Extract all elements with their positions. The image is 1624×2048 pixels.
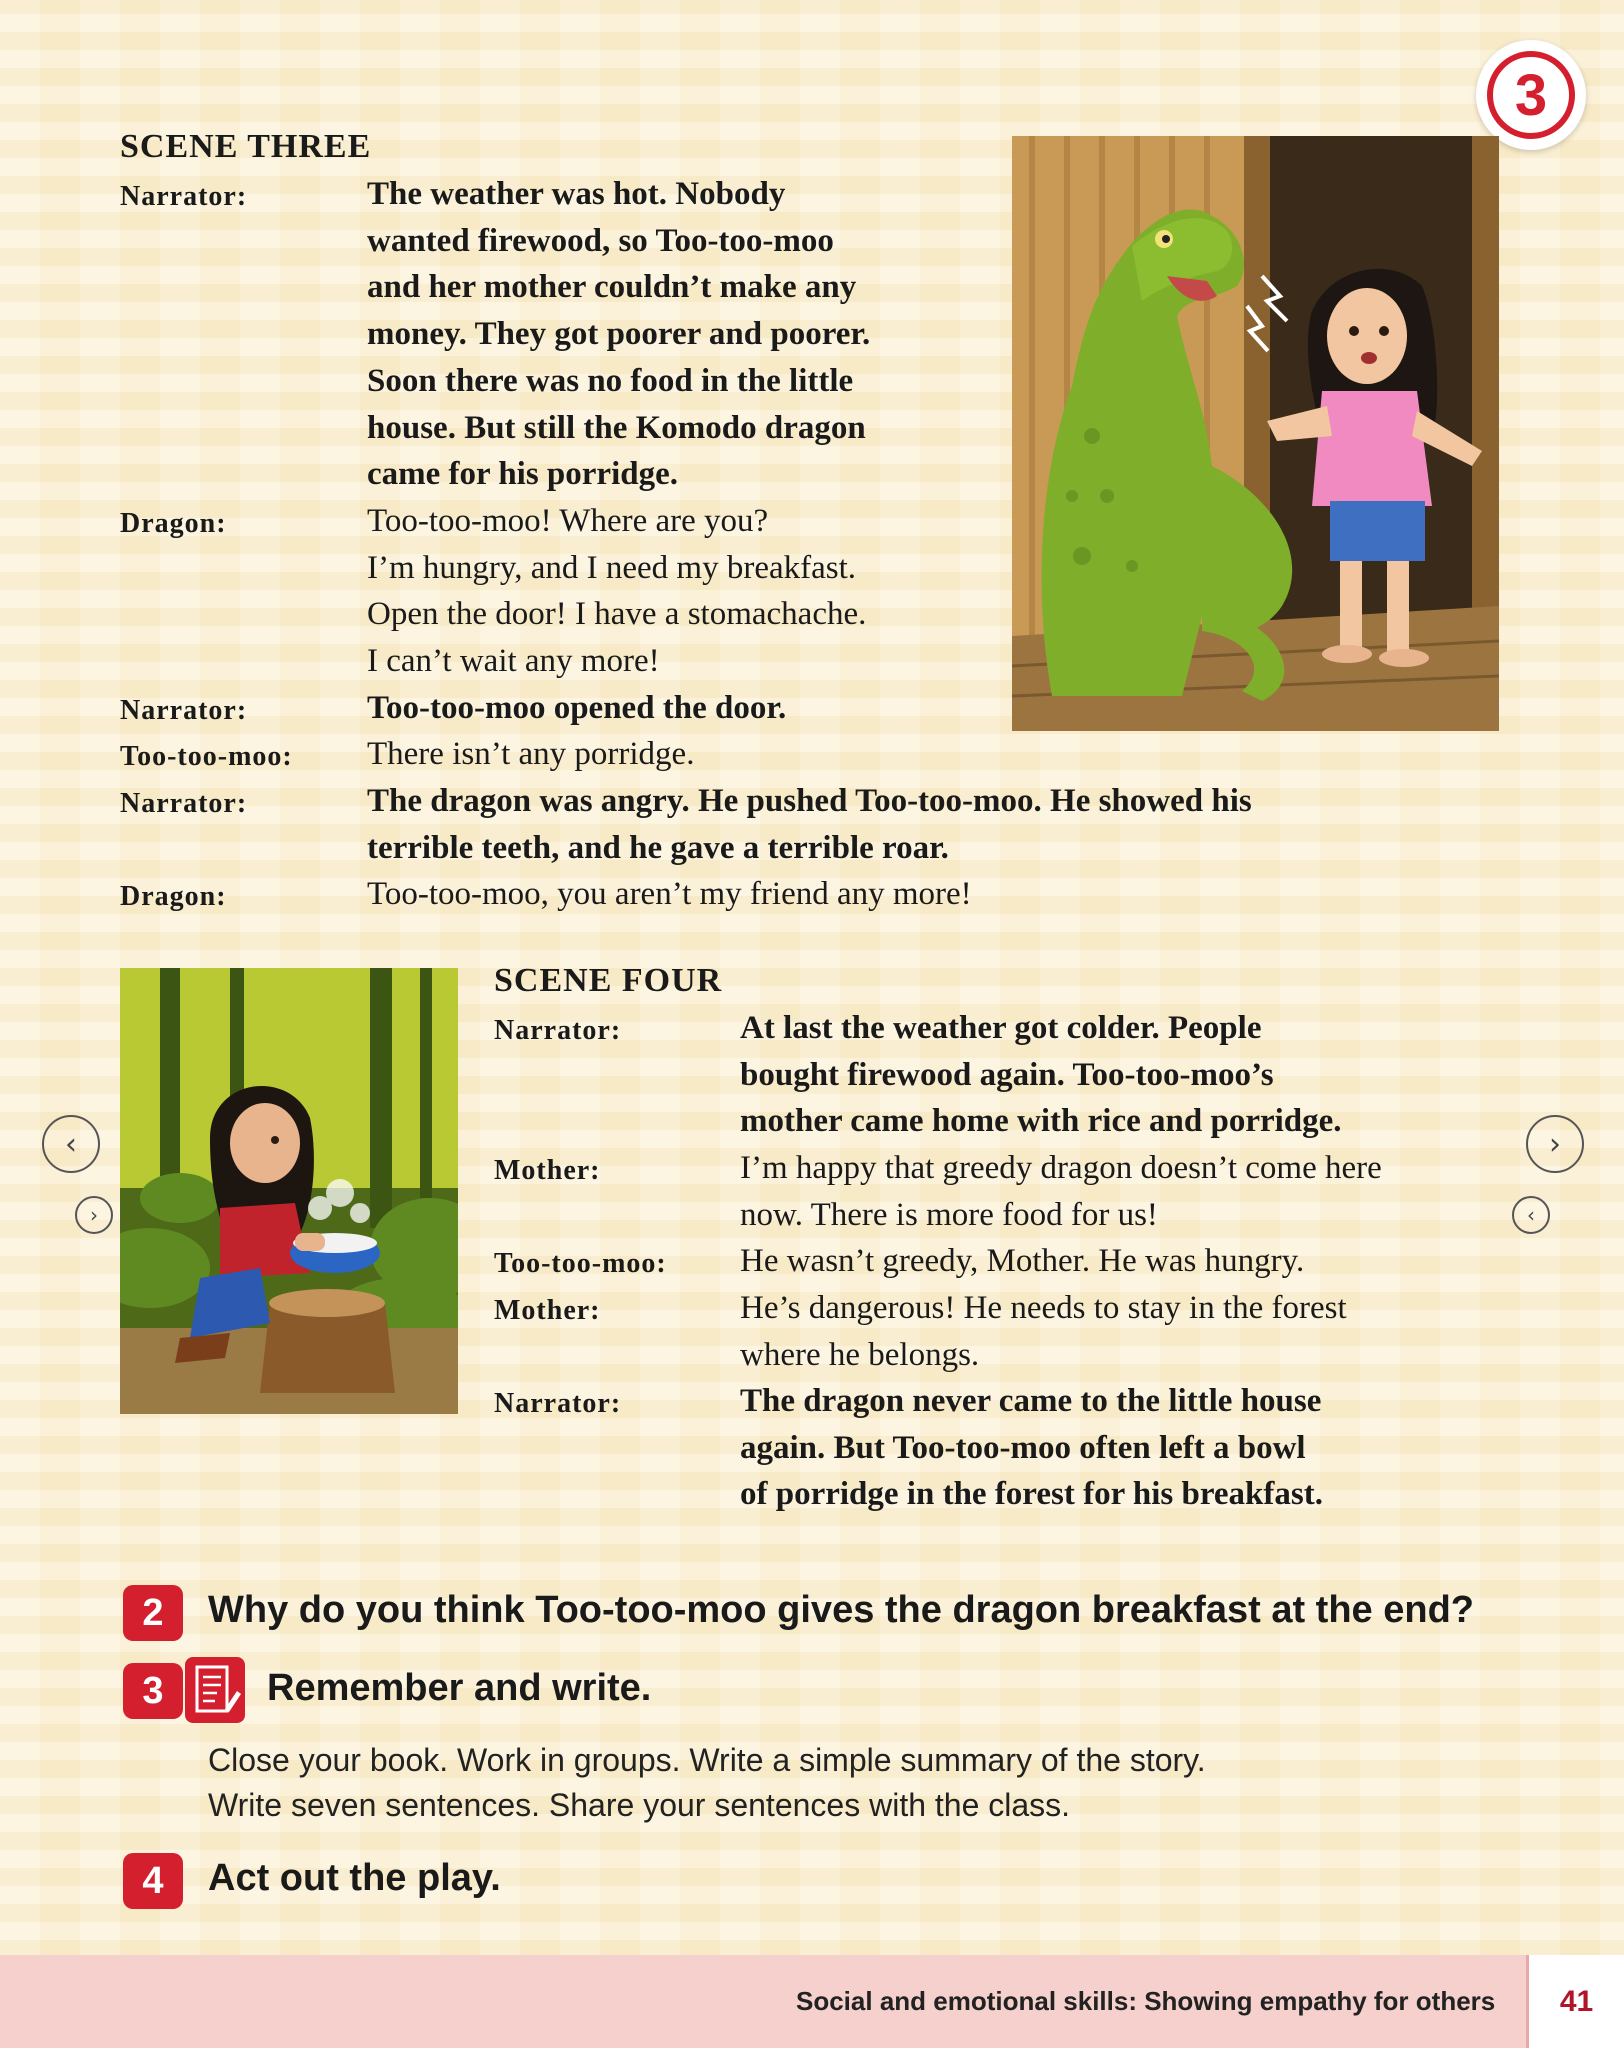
speaker-label: Mother: — [494, 1295, 601, 1326]
script-line — [367, 731, 694, 778]
chevron-right-icon: › — [1549, 1126, 1561, 1162]
activity-3-instructions — [208, 1738, 1206, 1828]
script-line — [367, 685, 786, 732]
chevron-left-icon: ‹ — [1527, 1203, 1535, 1227]
script-line — [740, 1285, 1347, 1378]
activity-number-badge: 4 — [123, 1853, 183, 1909]
text-line: I can’t wait any more! — [367, 643, 660, 680]
text-line: wanted firewood, so Too-too-moo — [367, 222, 834, 259]
text-line: The dragon was angry. He pushed Too-too-moo. He showed his — [367, 783, 1252, 819]
script-line — [367, 871, 972, 918]
script-line — [740, 1145, 1382, 1238]
speaker-label: Too-too-moo: — [494, 1248, 667, 1279]
instruction-line: Close your book. Work in groups. Write a simple summary of the story. — [208, 1742, 1206, 1778]
speaker-label: Too-too-moo: — [120, 741, 293, 772]
text-line: He’s dangerous! He needs to stay in the forest — [740, 1290, 1347, 1326]
girl-forest-illustration — [120, 968, 458, 1414]
text-line: house. But still the Komodo dragon — [367, 409, 866, 446]
scene-four-heading: SCENE FOUR — [494, 962, 723, 999]
unit-badge — [1476, 40, 1586, 150]
script-line — [367, 498, 866, 685]
text-line: now. There is more food for us! — [740, 1196, 1158, 1233]
text-line: Open the door! I have a stomachache. — [367, 596, 867, 633]
prev-page-small-button[interactable] — [1512, 1196, 1550, 1234]
dragon-door-illustration — [1012, 136, 1499, 731]
chevron-right-icon: › — [90, 1203, 98, 1227]
scene-three-heading: SCENE THREE — [120, 128, 372, 165]
prev-page-button[interactable] — [42, 1115, 100, 1173]
text-line: Too-too-moo, you aren’t my friend any more! — [367, 876, 972, 912]
text-line: mother came home with rice and porridge. — [740, 1103, 1342, 1140]
speaker-label: Narrator: — [120, 788, 248, 819]
script-line — [367, 171, 870, 498]
text-line: Too-too-moo! Where are you? — [367, 503, 769, 539]
speaker-label: Narrator: — [494, 1015, 622, 1046]
unit-number: 3 — [1487, 51, 1575, 139]
text-line: I’m hungry, and I need my breakfast. — [367, 549, 857, 586]
text-line: There isn’t any porridge. — [367, 736, 695, 772]
text-line: The dragon never came to the little house — [740, 1383, 1322, 1419]
text-line: where he belongs. — [740, 1336, 980, 1373]
speaker-label: Narrator: — [120, 181, 248, 212]
text-line: of porridge in the forest for his breakfast. — [740, 1476, 1323, 1513]
text-line: He wasn’t greedy, Mother. He was hungry. — [740, 1243, 1305, 1279]
script-line — [740, 1005, 1342, 1145]
notebook-pencil-icon — [185, 1657, 245, 1723]
script-line — [740, 1238, 1304, 1285]
speaker-label: Narrator: — [120, 695, 248, 726]
activity-4-title: Act out the play. — [208, 1857, 501, 1899]
next-page-small-button[interactable] — [75, 1196, 113, 1234]
text-line: Too-too-moo opened the door. — [367, 690, 787, 726]
next-page-button[interactable] — [1526, 1115, 1584, 1173]
activity-3-title: Remember and write. — [267, 1667, 652, 1709]
speaker-label: Dragon: — [120, 881, 227, 912]
footer-caption: Social and emotional skills: Showing empathy for others — [796, 1986, 1496, 2016]
text-line: Soon there was no food in the little — [367, 362, 854, 399]
text-line: At last the weather got colder. People — [740, 1010, 1262, 1046]
instruction-line: Write seven sentences. Share your sentences with the class. — [208, 1787, 1071, 1823]
script-line — [740, 1378, 1323, 1518]
speaker-label: Mother: — [494, 1155, 601, 1186]
text-line: I’m happy that greedy dragon doesn’t come here — [740, 1150, 1382, 1186]
script-line — [367, 778, 1252, 871]
text-line: bought firewood again. Too-too-moo’s — [740, 1056, 1274, 1093]
speaker-label: Dragon: — [120, 508, 227, 539]
text-line: terrible teeth, and he gave a terrible roar. — [367, 829, 949, 866]
chevron-left-icon: ‹ — [65, 1126, 77, 1162]
page-number: 41 — [1526, 1955, 1624, 2048]
speaker-label: Narrator: — [494, 1388, 622, 1419]
text-line: again. But Too-too-moo often left a bowl — [740, 1429, 1306, 1466]
text-line: The weather was hot. Nobody — [367, 176, 786, 212]
activity-number-badge: 2 — [123, 1585, 183, 1641]
activity-2-question: Why do you think Too-too-moo gives the dragon breakfast at the end? — [208, 1589, 1474, 1631]
text-line: came for his porridge. — [367, 456, 679, 493]
activity-number-badge: 3 — [123, 1663, 183, 1719]
text-line: money. They got poorer and poorer. — [367, 316, 871, 353]
text-line: and her mother couldn’t make any — [367, 269, 857, 306]
